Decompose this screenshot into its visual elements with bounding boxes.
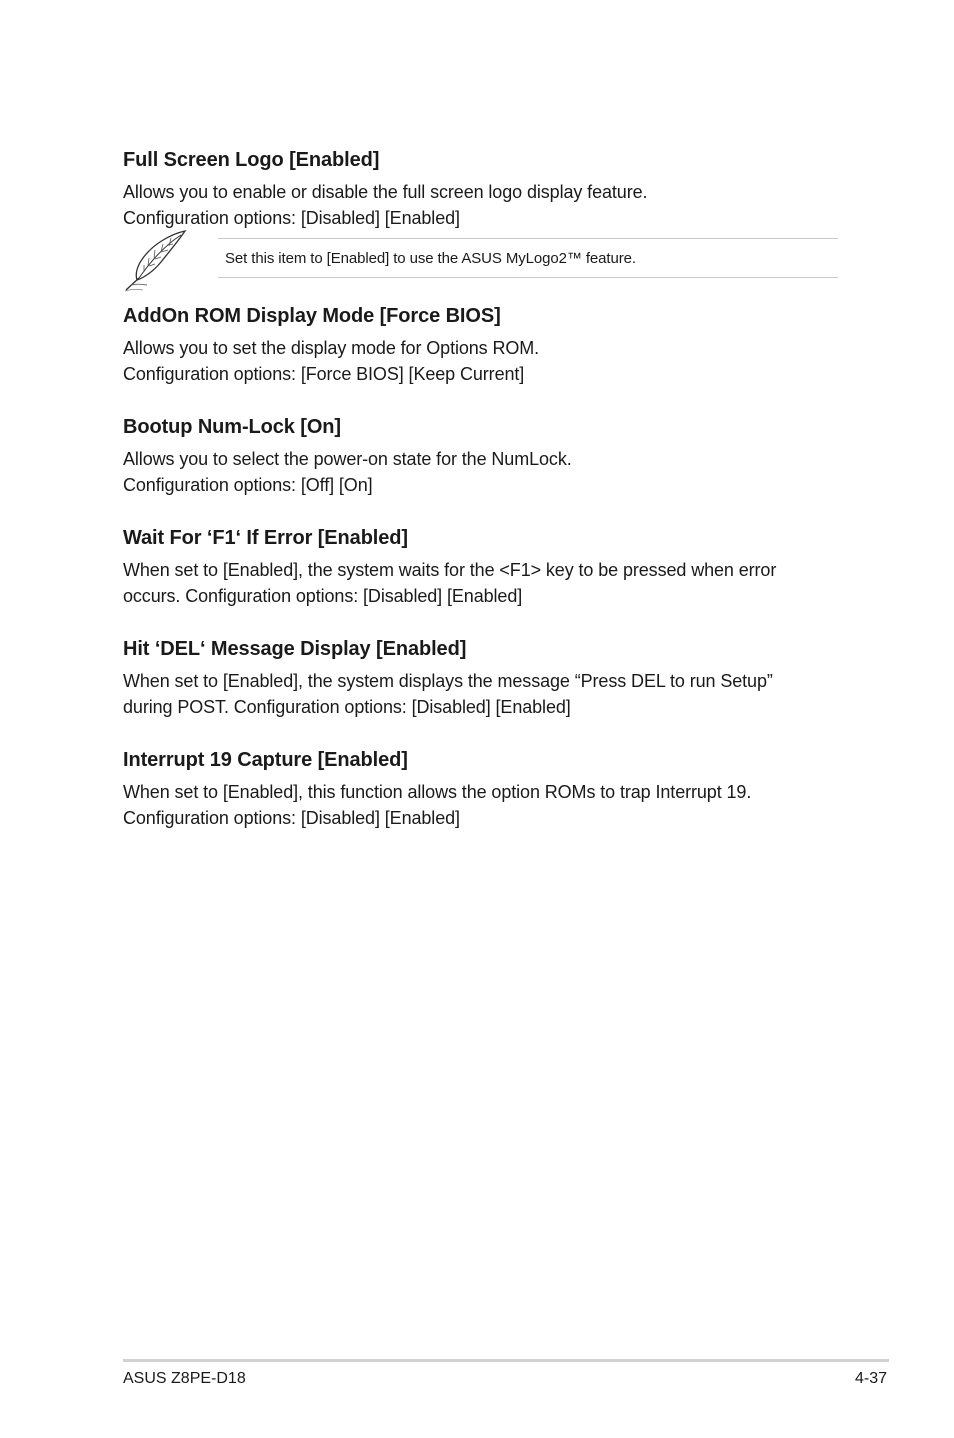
section-heading: Hit ‘DEL‘ Message Display [Enabled] xyxy=(123,638,467,660)
section-bootup-num-lock xyxy=(123,413,843,498)
section-full-screen-logo xyxy=(123,146,843,302)
section-text-line: during POST. Configuration options: [Disabled] [Enabled] xyxy=(123,697,571,717)
note-callout xyxy=(123,236,843,302)
section-heading: Interrupt 19 Capture [Enabled] xyxy=(123,749,408,771)
section-heading: AddOn ROM Display Mode [Force BIOS] xyxy=(123,305,501,327)
section-heading: Bootup Num-Lock [On] xyxy=(123,416,341,438)
section-text-line: When set to [Enabled], this function allows the option ROMs to trap Interrupt 19. xyxy=(123,782,752,802)
section-text-line: Allows you to select the power-on state for the NumLock. xyxy=(123,449,572,469)
footer-page-number: 4-37 xyxy=(854,1370,887,1387)
section-text-line: When set to [Enabled], the system displays the message “Press DEL to run Setup” xyxy=(123,671,773,691)
footer-divider xyxy=(123,1359,889,1362)
spacer xyxy=(123,609,843,635)
section-text-line: Configuration options: [Disabled] [Enabled] xyxy=(123,208,460,228)
note-text: Set this item to [Enabled] to use the ASUS MyLogo2™ feature. xyxy=(225,249,636,267)
section-heading: Full Screen Logo [Enabled] xyxy=(123,149,380,171)
section-hit-del-message xyxy=(123,635,843,720)
section-text-line: Configuration options: [Disabled] [Enabled] xyxy=(123,808,460,828)
section-text-line: occurs. Configuration options: [Disabled] [Enabled] xyxy=(123,586,523,606)
section-wait-for-f1 xyxy=(123,524,843,609)
spacer xyxy=(123,498,843,524)
section-text-line: Allows you to enable or disable the full screen logo display feature. xyxy=(123,182,648,202)
section-addon-rom-display-mode xyxy=(123,302,843,387)
section-text-line: Configuration options: [Force BIOS] [Keep Current] xyxy=(123,364,525,384)
section-text-line: Allows you to set the display mode for Options ROM. xyxy=(123,338,540,358)
note-box xyxy=(218,238,838,278)
spacer xyxy=(123,720,843,746)
page-content xyxy=(123,146,843,831)
section-text-line: When set to [Enabled], the system waits for the <F1> key to be pressed when error xyxy=(123,560,777,580)
section-interrupt-19-capture xyxy=(123,746,843,831)
section-text-line: Configuration options: [Off] [On] xyxy=(123,475,373,495)
spacer xyxy=(123,387,843,413)
footer-product-name: ASUS Z8PE-D18 xyxy=(123,1370,246,1387)
feather-pen-icon xyxy=(123,228,189,292)
section-heading: Wait For ‘F1‘ If Error [Enabled] xyxy=(123,527,408,549)
